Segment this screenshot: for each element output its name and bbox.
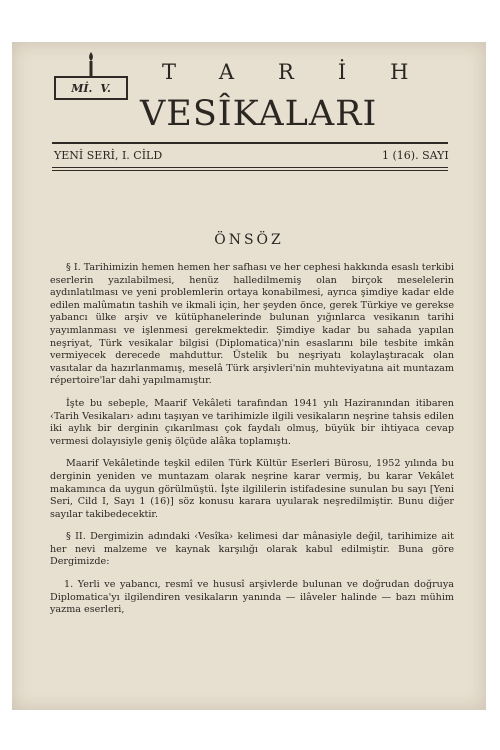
paragraph: Maarif Vekâletinde teşkil edilen Türk Kültür Eserleri Bürosu, 1952 yılında bu derginin yeniden ve muntazam olarak neşrine karar vermiş, bu karar Vekâlet makamınca da uygun görülmüştü. İşte ilgililerin istifadesine sunulan bu sayı [Yeni Seri, Cild I, Sayı 1 (16)] söz konusu karara uyularak neşredilmiştir. Bunu diğer sayılar takibedecektir. bbox=[50, 458, 454, 520]
list-item: 1. Yerli ve yabancı, resmî ve hususî arşivlerde bulunan ve doğrudan doğruya Diplomatica'yı ilgilendiren vesikaların yanında — ilâveler halinde — bazı mühim yazma eserleri, bbox=[50, 579, 454, 616]
emblem-box bbox=[54, 76, 128, 100]
journal-title-main: VESÎKALARI bbox=[140, 94, 378, 134]
journal-title-top: TARİH bbox=[162, 60, 453, 84]
header-rule-double-bottom bbox=[52, 170, 448, 171]
paragraph: § II. Dergimizin adındaki ‹Vesîka› kelimesi dar mânasiyle değil, tarihimize ait her nevi malzeme ve kaynak karşılığı olarak kabul edilmiştir. Buna göre Dergimizde: bbox=[50, 531, 454, 568]
issue-label: 1 (16). SAYI bbox=[382, 149, 449, 162]
header-rule bbox=[52, 142, 448, 144]
emblem-left: Mİ. bbox=[71, 81, 93, 95]
emblem-right: V. bbox=[100, 81, 111, 95]
publisher-emblem bbox=[54, 64, 128, 94]
section-heading: ÖNSÖZ bbox=[214, 232, 284, 248]
paragraph: İşte bu sebeple, Maarif Vekâleti tarafından 1941 yılı Haziranından itibaren ‹Tarih Vesikaları› adını taşıyan ve tarihimizle ilgili vesikaların neşrine tahsis edilen iki aylık bir derginin çıkarılması çok faydalı olmuş, büyük bir ihtiyaca cevap vermesi dolayısiyle geniş ölçüde alâka toplamıştı. bbox=[50, 397, 454, 447]
article-body bbox=[50, 262, 454, 627]
paragraph: § I. Tarihimizin hemen hemen her safhası ve her cephesi hakkında esaslı terkibi eserlerin yazılabilmesi, henüz halledilmemiş olan birçok meselelerin aydınlatılması ve yeni problemlerin ortaya konabilmesi, ayrıca şimdiye kadar elde edilen malûmatın tashih ve ikmali için, her şeyden önce, gerek Türkiye ve gerekse yabancı ülke arşiv ve kütüphanelerinde bulunan yığınlarca vesikanın tarihi yayımlanması ve işlenmesi gerekmektedir. Şimdiye kadar bu sahada yapılan neşriyat, Türk vesikalar bilgisi (Diplomatica)'nin esaslarını bile tesbite imkân vermiyecek derecede mahduttur. Üstelik bu neşriyatı kolaylaştıracak olan vasıtalar da hazırlanmamış, meselâ Türk arşivleri'nin muhteviyatına ait muntazam répertoire'lar dahi yapılmamıştır. bbox=[50, 262, 454, 387]
document-page bbox=[12, 42, 486, 710]
series-label: YENİ SERİ, I. CİLD bbox=[54, 149, 163, 162]
header-rule-double-top bbox=[52, 167, 448, 168]
